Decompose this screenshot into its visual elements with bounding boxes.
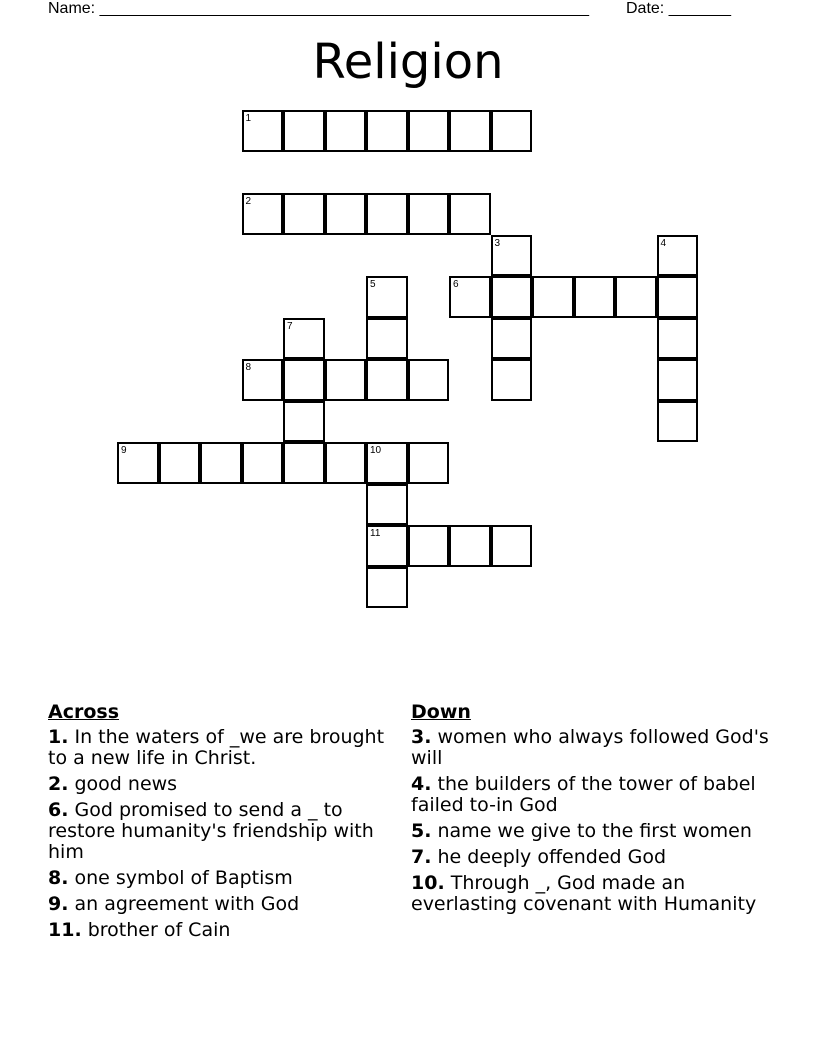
crossword-cell[interactable] xyxy=(117,442,159,484)
crossword-cell[interactable] xyxy=(366,276,408,318)
crossword-cell[interactable] xyxy=(491,525,533,567)
clue-number: 10. xyxy=(411,872,445,894)
clue-item xyxy=(411,821,781,842)
clue-text: women who always followed God's will xyxy=(411,726,769,769)
clue-number: 11. xyxy=(48,919,82,941)
clue-item xyxy=(411,847,781,868)
cell-number: 8 xyxy=(245,362,252,373)
clue-text: the builders of the tower of babel failed to-in God xyxy=(411,773,756,816)
crossword-cell[interactable] xyxy=(325,359,367,401)
cell-number: 1 xyxy=(245,113,252,124)
clue-item xyxy=(48,800,388,863)
crossword-cell[interactable] xyxy=(242,193,284,235)
crossword-cell[interactable] xyxy=(366,567,408,609)
crossword-cell[interactable] xyxy=(366,525,408,567)
cell-number: 7 xyxy=(287,320,293,332)
crossword-cell[interactable] xyxy=(657,276,699,318)
clue-text: name we give to the first women xyxy=(437,820,752,842)
crossword-cell[interactable] xyxy=(657,235,699,277)
clue-item xyxy=(48,868,388,889)
cell-number: 4 xyxy=(660,237,667,249)
crossword-cell[interactable] xyxy=(491,110,533,152)
crossword-cell[interactable] xyxy=(366,318,408,360)
clue-text: Through _, God made an everlasting covenant with Humanity xyxy=(411,872,757,915)
across-clues xyxy=(48,702,388,946)
clue-item xyxy=(48,727,388,769)
clue-number: 3. xyxy=(411,726,432,748)
clue-text: good news xyxy=(74,773,178,795)
crossword-cell[interactable] xyxy=(449,525,491,567)
clue-number: 4. xyxy=(411,773,432,795)
date-field-label: Date: _______ xyxy=(626,0,731,17)
crossword-cell[interactable] xyxy=(283,401,325,443)
crossword-cell[interactable] xyxy=(408,525,450,567)
crossword-cell[interactable] xyxy=(408,193,450,235)
clue-text: he deeply offended God xyxy=(437,846,667,868)
crossword-cell[interactable] xyxy=(491,318,533,360)
clue-number: 2. xyxy=(48,773,69,795)
cell-number: 11 xyxy=(370,528,381,539)
clue-item xyxy=(411,873,781,915)
clue-number: 1. xyxy=(48,726,69,748)
crossword-cell[interactable] xyxy=(325,442,367,484)
page-title: Religion xyxy=(312,34,504,90)
clue-number: 7. xyxy=(411,846,432,868)
crossword-cell[interactable] xyxy=(408,110,450,152)
crossword-cell[interactable] xyxy=(366,110,408,152)
across-heading: Across xyxy=(48,701,120,723)
down-clues xyxy=(411,702,781,920)
crossword-cell[interactable] xyxy=(657,359,699,401)
clue-text: In the waters of _we are brought to a new life in Christ. xyxy=(48,726,385,769)
crossword-cell[interactable] xyxy=(283,318,325,360)
crossword-cell[interactable] xyxy=(325,110,367,152)
crossword-cell[interactable] xyxy=(366,442,408,484)
crossword-cell[interactable] xyxy=(200,442,242,484)
crossword-cell[interactable] xyxy=(283,193,325,235)
crossword-cell[interactable] xyxy=(449,193,491,235)
crossword-cell[interactable] xyxy=(408,442,450,484)
crossword-cell[interactable] xyxy=(242,359,284,401)
clue-item xyxy=(48,920,388,941)
crossword-cell[interactable] xyxy=(615,276,657,318)
down-heading: Down xyxy=(411,701,471,723)
clue-number: 8. xyxy=(48,867,69,889)
crossword-cell[interactable] xyxy=(491,235,533,277)
crossword-cell[interactable] xyxy=(283,110,325,152)
crossword-cell[interactable] xyxy=(532,276,574,318)
crossword-cell[interactable] xyxy=(159,442,201,484)
crossword-cell[interactable] xyxy=(283,442,325,484)
crossword-cell[interactable] xyxy=(283,359,325,401)
crossword-cell[interactable] xyxy=(491,276,533,318)
crossword-cell[interactable] xyxy=(242,110,284,152)
clue-text: brother of Cain xyxy=(87,919,231,941)
crossword-cell[interactable] xyxy=(657,401,699,443)
clue-item xyxy=(48,894,388,915)
clue-number: 6. xyxy=(48,799,69,821)
cell-number: 6 xyxy=(453,279,459,290)
clue-number: 9. xyxy=(48,893,69,915)
cell-number: 9 xyxy=(121,445,127,456)
clue-item xyxy=(411,774,781,816)
crossword-cell[interactable] xyxy=(366,359,408,401)
name-field-label: Name: _______________________________________________________ xyxy=(48,0,589,17)
crossword-cell[interactable] xyxy=(366,484,408,526)
crossword-cell[interactable] xyxy=(449,276,491,318)
clue-item xyxy=(48,774,388,795)
cell-number: 2 xyxy=(245,196,252,207)
crossword-cell[interactable] xyxy=(657,318,699,360)
crossword-cell[interactable] xyxy=(574,276,616,318)
clue-number: 5. xyxy=(411,820,432,842)
crossword-cell[interactable] xyxy=(366,193,408,235)
crossword-cell[interactable] xyxy=(408,359,450,401)
crossword-cell[interactable] xyxy=(325,193,367,235)
clue-item xyxy=(411,727,781,769)
crossword-cell[interactable] xyxy=(491,359,533,401)
clue-text: God promised to send a _ to restore humanity's friendship with him xyxy=(48,799,374,863)
clue-text: one symbol of Baptism xyxy=(74,867,293,889)
crossword-cell[interactable] xyxy=(449,110,491,152)
cell-number: 5 xyxy=(370,279,376,290)
cell-number: 10 xyxy=(370,445,382,456)
clue-text: an agreement with God xyxy=(74,893,300,915)
crossword-cell[interactable] xyxy=(242,442,284,484)
cell-number: 3 xyxy=(494,237,501,249)
